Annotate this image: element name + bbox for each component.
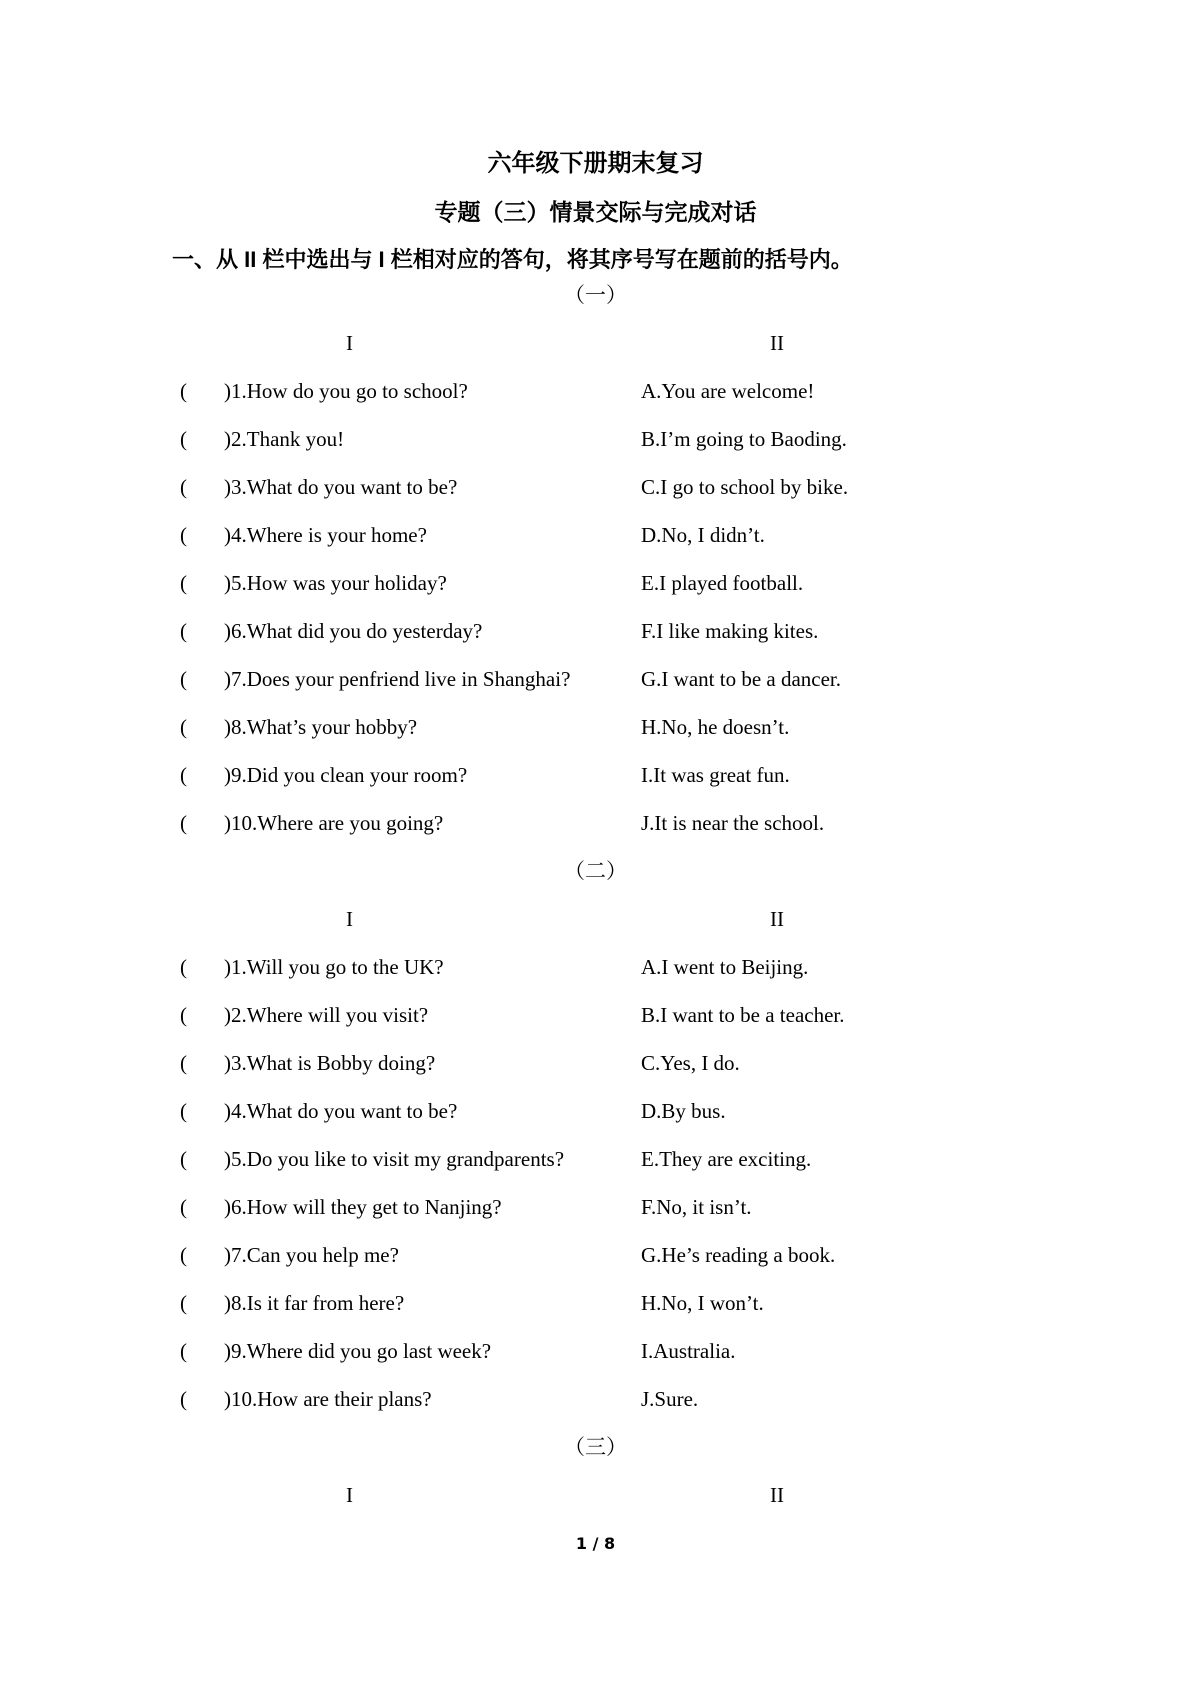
column-header-i: I <box>346 331 353 355</box>
answer-text: B.I want to be a teacher. <box>641 1003 845 1027</box>
answer-bracket: ( <box>180 1099 187 1123</box>
answer-text: G.I want to be a dancer. <box>641 667 842 691</box>
question-text: )4.Where is your home? <box>224 523 427 547</box>
match-row <box>0 1183 1191 1231</box>
answer-bracket: ( <box>180 1291 187 1315</box>
answer-text: D.No, I didn’t. <box>641 523 765 547</box>
answer-text: E.I played football. <box>641 571 804 595</box>
answer-text: J.It is near the school. <box>641 811 825 835</box>
answer-bracket: ( <box>180 1243 187 1267</box>
match-row <box>0 991 1191 1039</box>
answer-text: A.You are welcome! <box>641 379 815 403</box>
column-header-i: I <box>346 1483 353 1507</box>
question-text: )3.What is Bobby doing? <box>224 1051 436 1075</box>
answer-text: B.I’m going to Baoding. <box>641 427 847 451</box>
answer-bracket: ( <box>180 475 187 499</box>
question-text: )6.What did you do yesterday? <box>224 619 483 643</box>
match-row <box>0 1231 1191 1279</box>
match-row <box>0 1039 1191 1087</box>
column-header-ii: II <box>770 907 784 931</box>
answer-bracket: ( <box>180 523 187 547</box>
match-row <box>0 1327 1191 1375</box>
answer-text: C.I go to school by bike. <box>641 475 849 499</box>
match-row <box>0 367 1191 415</box>
section-heading: （一） <box>564 283 627 307</box>
answer-text: J.Sure. <box>641 1387 699 1411</box>
match-row <box>0 559 1191 607</box>
answer-text: H.No, I won’t. <box>641 1291 764 1315</box>
answer-text: F.No, it isn’t. <box>641 1195 752 1219</box>
match-row <box>0 655 1191 703</box>
question-text: )2.Thank you! <box>224 427 345 451</box>
answer-text: A.I went to Beijing. <box>641 955 809 979</box>
question-text: )5.Do you like to visit my grandparents? <box>224 1147 565 1171</box>
answer-text: E.They are exciting. <box>641 1147 812 1171</box>
question-text: )6.How will they get to Nanjing? <box>224 1195 502 1219</box>
answer-bracket: ( <box>180 1339 187 1363</box>
match-row <box>0 799 1191 847</box>
question-text: )9.Did you clean your room? <box>224 763 468 787</box>
instruction-text: 一、从 II 栏中选出与 I 栏相对应的答句，将其序号写在题前的括号内。 <box>172 247 853 272</box>
column-header-ii: II <box>770 1483 784 1507</box>
question-text: )10.How are their plans? <box>224 1387 432 1411</box>
answer-text: F.I like making kites. <box>641 619 819 643</box>
answer-bracket: ( <box>180 715 187 739</box>
answer-bracket: ( <box>180 1387 187 1411</box>
document-subtitle: 专题（三）情景交际与完成对话 <box>434 199 757 225</box>
question-text: )4.What do you want to be? <box>224 1099 458 1123</box>
match-row <box>0 1135 1191 1183</box>
answer-bracket: ( <box>180 571 187 595</box>
answer-bracket: ( <box>180 1051 187 1075</box>
question-text: )8.Is it far from here? <box>224 1291 405 1315</box>
section-heading: （三） <box>564 1435 627 1459</box>
match-row <box>0 703 1191 751</box>
answer-bracket: ( <box>180 379 187 403</box>
answer-bracket: ( <box>180 1195 187 1219</box>
match-row <box>0 1279 1191 1327</box>
column-headers <box>0 319 1191 367</box>
match-row <box>0 1087 1191 1135</box>
section-heading: （二） <box>564 859 627 883</box>
match-row <box>0 415 1191 463</box>
question-text: )8.What’s your hobby? <box>224 715 418 739</box>
answer-bracket: ( <box>180 811 187 835</box>
question-text: )9.Where did you go last week? <box>224 1339 492 1363</box>
match-row <box>0 943 1191 991</box>
answer-text: C.Yes, I do. <box>641 1051 740 1075</box>
question-text: )10.Where are you going? <box>224 811 444 835</box>
section-3 <box>0 1423 1191 1519</box>
match-row <box>0 463 1191 511</box>
document-title: 六年级下册期末复习 <box>487 150 704 177</box>
page-number: 1 / 8 <box>575 1534 616 1553</box>
question-text: )7.Can you help me? <box>224 1243 399 1267</box>
match-row <box>0 511 1191 559</box>
question-text: )3.What do you want to be? <box>224 475 458 499</box>
match-row <box>0 751 1191 799</box>
answer-text: H.No, he doesn’t. <box>641 715 790 739</box>
match-row <box>0 607 1191 655</box>
question-text: )2.Where will you visit? <box>224 1003 429 1027</box>
answer-bracket: ( <box>180 1003 187 1027</box>
answer-bracket: ( <box>180 763 187 787</box>
answer-bracket: ( <box>180 619 187 643</box>
answer-text: I.Australia. <box>641 1339 736 1363</box>
question-text: )5.How was your holiday? <box>224 571 447 595</box>
match-row <box>0 1375 1191 1423</box>
answer-bracket: ( <box>180 955 187 979</box>
column-headers <box>0 895 1191 943</box>
answer-text: G.He’s reading a book. <box>641 1243 836 1267</box>
answer-bracket: ( <box>180 427 187 451</box>
column-headers <box>0 1471 1191 1519</box>
answer-bracket: ( <box>180 667 187 691</box>
column-header-ii: II <box>770 331 784 355</box>
question-text: )7.Does your penfriend live in Shanghai? <box>224 667 571 691</box>
answer-text: D.By bus. <box>641 1099 726 1123</box>
answer-bracket: ( <box>180 1147 187 1171</box>
section-1 <box>0 271 1191 847</box>
section-2 <box>0 847 1191 1423</box>
answer-text: I.It was great fun. <box>641 763 790 787</box>
question-text: )1.How do you go to school? <box>224 379 468 403</box>
column-header-i: I <box>346 907 353 931</box>
question-text: )1.Will you go to the UK? <box>224 955 444 979</box>
